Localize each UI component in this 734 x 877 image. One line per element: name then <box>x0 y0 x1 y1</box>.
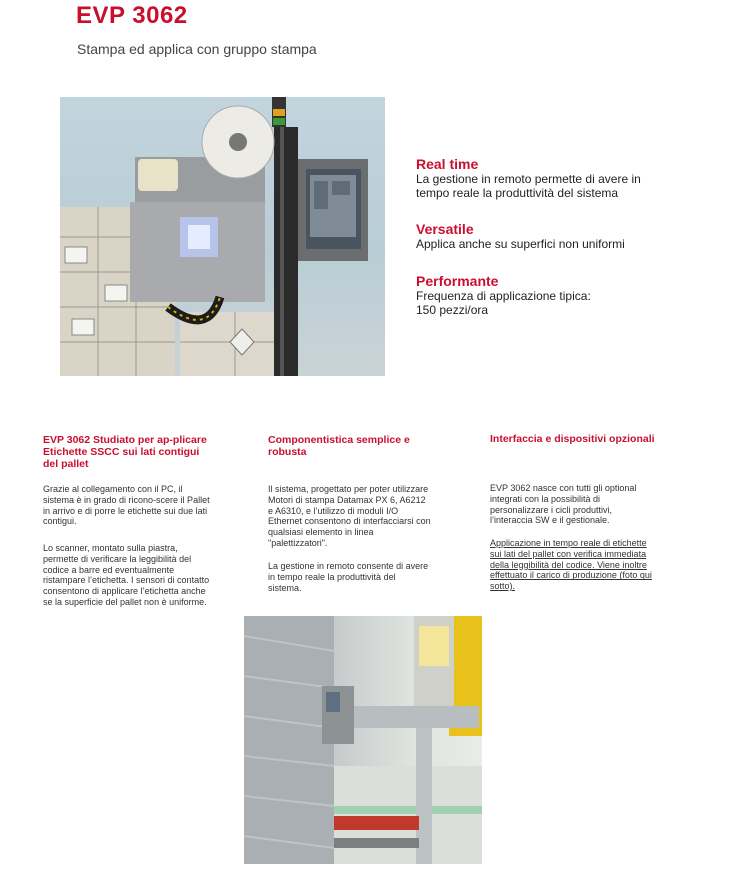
column-heading: Interfaccia e dispositivi opzionali <box>490 433 655 445</box>
pallet-illustration <box>244 616 482 864</box>
feature-text: La gestione in remoto permette di avere in tempo reale la produttività del sistema <box>416 172 641 200</box>
column-underlined-paragraph: Applicazione in tempo reale di etichette sui lati del pallet con verifica immediata della leggibilità del codice. Viene inoltre effettuato il carico di produzione (foto qui sotto). <box>490 538 652 592</box>
feature-heading: Versatile <box>416 221 474 237</box>
column-paragraph: Lo scanner, montato sulla piastra, permette di verificare la leggibilità del codice a barre ed eventualmente ristampare l’etichetta. I sensori di contatto consentono di applicare l’etichetta anche se la superficie del pallet non è uniforme. <box>43 543 210 607</box>
product-photo-pallet <box>244 616 482 864</box>
feature-versatile <box>416 221 625 251</box>
column-componentistica <box>268 434 446 593</box>
page-title: EVP 3062 <box>76 2 188 29</box>
applicator-illustration <box>60 97 385 376</box>
column-paragraph: Il sistema, progettato per poter utilizzare Motori di stampa Datamax PX 6, A6212 e A6310, e l’utilizzo di moduli I/O Ethernet consentono di interfacciarsi con qualsiasi elemento in linea "palettizzatori". <box>268 484 431 548</box>
feature-text: Applica anche su superfici non uniformi <box>416 237 625 251</box>
column-interfaccia <box>490 433 668 592</box>
product-photo-applicator <box>60 97 385 376</box>
feature-heading: Real time <box>416 156 479 172</box>
column-paragraph: Grazie al collegamento con il PC, il sistema è in grado di ricono-scere il Pallet in arrivo e di porre le etichette sui due lati contigui. <box>43 484 210 527</box>
column-evp-3062 <box>43 434 221 607</box>
page-subtitle: Stampa ed applica con gruppo stampa <box>77 41 317 57</box>
column-paragraph: EVP 3062 nasce con tutti gli optional integrati con la possibilità di personalizzare i cicli produttivi, l’interaccia SW e il gestionale. <box>490 483 637 526</box>
feature-heading: Performante <box>416 273 499 289</box>
feature-real-time <box>416 156 641 200</box>
feature-text: Frequenza di applicazione tipica: 150 pezzi/ora <box>416 289 591 317</box>
column-heading: EVP 3062 Studiato per ap-plicare Etichette SSCC sui lati contigui del pallet <box>43 434 207 470</box>
column-paragraph: La gestione in remoto consente di avere in tempo reale la produttività del sistema. <box>268 561 429 593</box>
column-heading: Componentistica semplice e robusta <box>268 434 410 458</box>
feature-performante <box>416 273 591 317</box>
